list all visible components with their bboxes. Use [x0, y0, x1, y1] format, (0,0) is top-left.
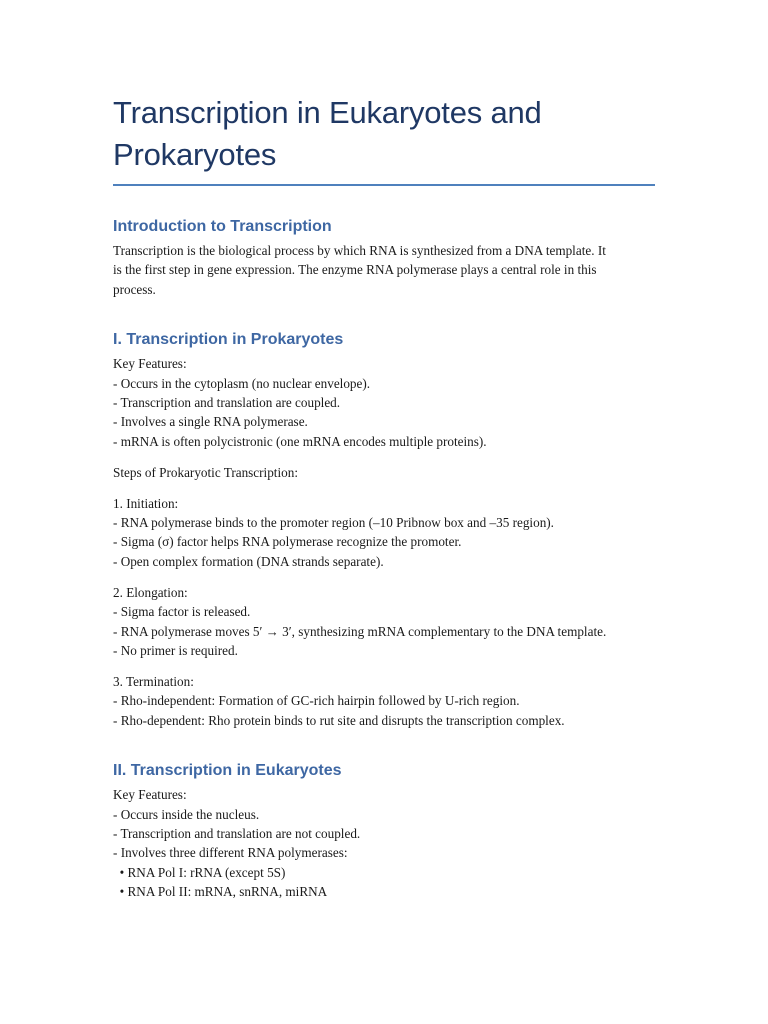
- termination-item: - Rho-independent: Formation of GC-rich hairpin followed by U-rich region.: [113, 693, 520, 709]
- intro-line: is the first step in gene expression. The enzyme RNA polymerase plays a central role in this: [113, 262, 597, 278]
- key-features-label: Key Features:: [113, 356, 187, 372]
- initiation-item: - Sigma (σ) factor helps RNA polymerase recognize the promoter.: [113, 534, 462, 550]
- eukaryotes-section: [113, 760, 655, 901]
- initiation-block: [113, 494, 655, 572]
- intro-heading: Introduction to Transcription: [113, 218, 332, 235]
- eukaryotes-key-features: [113, 785, 655, 901]
- prokaryotes-key-features: [113, 354, 655, 451]
- key-feature-item: - Occurs inside the nucleus.: [113, 806, 260, 822]
- termination-label: 3. Termination:: [113, 673, 194, 689]
- elongation-item: - Sigma factor is released.: [113, 604, 251, 620]
- document-title: Transcription in Eukaryotes and Prokaryotes: [113, 92, 655, 186]
- eukaryotes-heading: II. Transcription in Eukaryotes: [113, 762, 342, 780]
- key-features-label: Key Features:: [113, 787, 187, 803]
- intro-section: [113, 216, 655, 299]
- elongation-label: 2. Elongation:: [113, 584, 188, 600]
- key-feature-item: - Transcription and translation are not coupled.: [113, 825, 361, 841]
- initiation-item: - Open complex formation (DNA strands separate).: [113, 553, 384, 569]
- prokaryotes-section: [113, 329, 655, 730]
- steps-label-text: Steps of Prokaryotic Transcription:: [113, 464, 298, 480]
- elongation-item: - No primer is required.: [113, 643, 238, 658]
- key-feature-subitem: • RNA Pol II: mRNA, snRNA, miRNA: [113, 884, 328, 900]
- key-feature-subitem: • RNA Pol I: rRNA (except 5S): [113, 864, 286, 880]
- initiation-item: - RNA polymerase binds to the promoter region (–10 Pribnow box and –35 region).: [113, 515, 554, 531]
- elongation-item: - RNA polymerase moves 5′ → 3′, synthesizing mRNA complementary to the DNA template.: [113, 623, 607, 639]
- intro-line: Transcription is the biological process by which RNA is synthesized from a DNA template. It: [113, 243, 606, 258]
- document-page: [113, 92, 655, 902]
- initiation-label: 1. Initiation:: [113, 495, 179, 511]
- key-feature-item: - Involves a single RNA polymerase.: [113, 414, 308, 430]
- termination-block: [113, 672, 655, 730]
- key-feature-item: - Transcription and translation are coupled.: [113, 395, 341, 411]
- steps-label: [113, 463, 655, 482]
- termination-item: - Rho-dependent: Rho protein binds to rut site and disrupts the transcription complex.: [113, 712, 565, 728]
- key-feature-item: - Occurs in the cytoplasm (no nuclear envelope).: [113, 375, 371, 391]
- elongation-block: [113, 583, 655, 661]
- key-feature-item: - Involves three different RNA polymerases:: [113, 845, 348, 861]
- key-feature-item: - mRNA is often polycistronic (one mRNA encodes multiple proteins).: [113, 433, 487, 449]
- intro-line: process.: [113, 281, 156, 297]
- prokaryotes-heading: I. Transcription in Prokaryotes: [113, 331, 344, 349]
- intro-paragraph: [113, 241, 655, 299]
